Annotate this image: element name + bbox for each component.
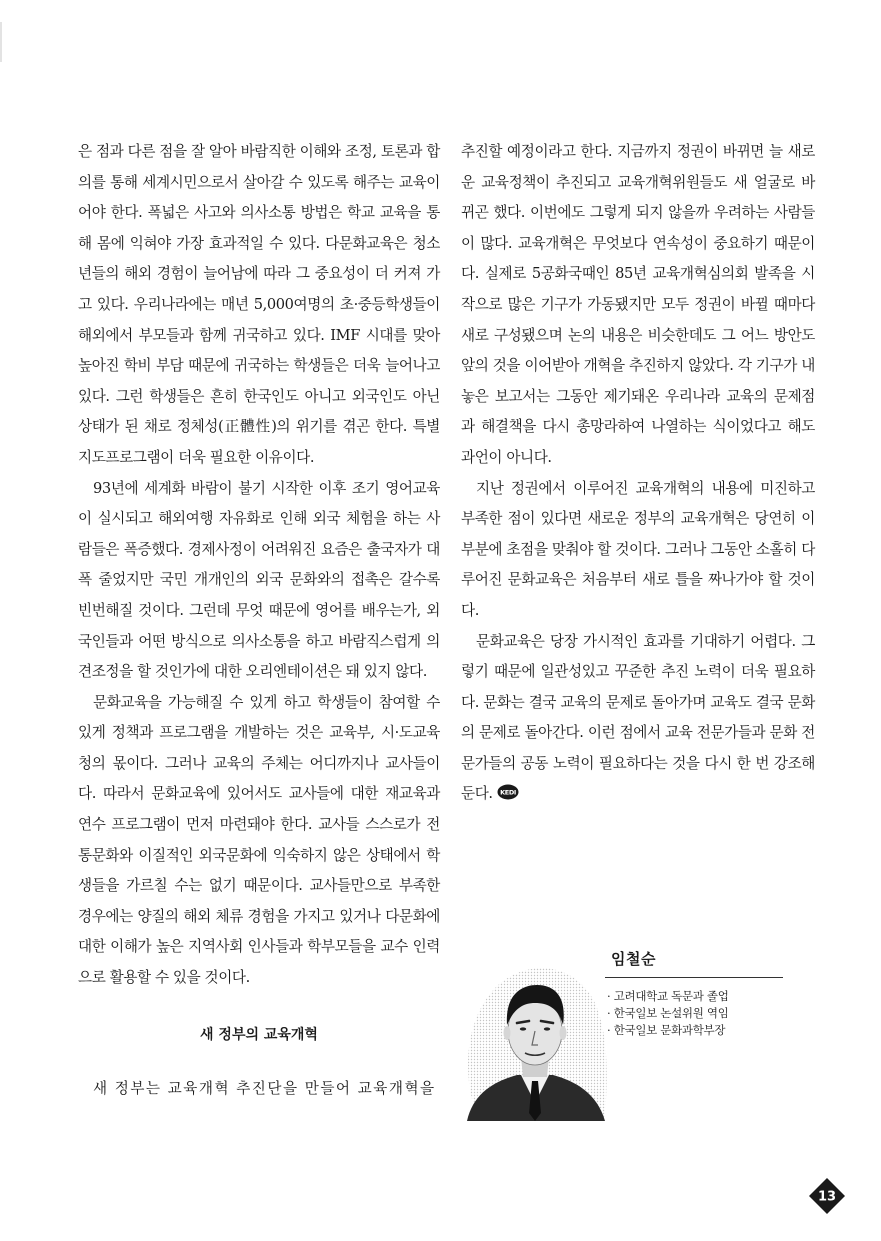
author-credentials bbox=[605, 988, 783, 1039]
article-right-column bbox=[461, 137, 815, 810]
end-mark-text: KEDI bbox=[499, 789, 516, 798]
page-number-badge bbox=[808, 1177, 846, 1215]
author-photo bbox=[455, 953, 613, 1123]
paragraph: 새 정부는 교육개혁 추진단을 만들어 교육개혁을 bbox=[93, 1080, 436, 1098]
paragraph-text: 문화교육은 당장 가시적인 효과를 기대하기 어렵다. 그렇기 때문에 일관성있고 꾸준한 추진 노력이 더욱 필요하다. 문화는 결국 교육의 문제로 돌아가며 교육도 결국 문화의 문제로 돌아간다. 이런 점에서 교육 전문가들과 문화 전문가들의 공동 노력이 필요하다는 것을 다시 한 번 강조해 둔다. bbox=[461, 632, 815, 803]
kedi-logo-icon bbox=[497, 784, 519, 800]
author-profile bbox=[605, 948, 783, 1039]
article-left-column bbox=[78, 137, 440, 1105]
author-name: 임철순 bbox=[605, 948, 783, 978]
paragraph bbox=[461, 627, 815, 811]
credential-item: · 고려대학교 독문과 졸업 bbox=[607, 988, 783, 1005]
paragraph: 은 점과 다른 점을 잘 알아 바람직한 이해와 조정, 토론과 합의를 통해 세계시민으로서 살아갈 수 있도록 해주는 교육이어야 한다. 폭넓은 사고와 의사소통 방법은 학교 교육을 통해 몸에 익혀야 가장 효과적일 수 있다. 다문화교육은 청소년들의 해외 경험이 늘어남에 따라 그 중요성이 더 커져 가고 있다. 우리나라에는 매년 5,000여명의 초·중등학생들이 해외에서 부모들과 함께 귀국하고 있다. IMF 시대를 맞아 높아진 학비 부담 때문에 귀국하는 학생들은 더욱 늘어나고 있다. 그런 학생들은 흔히 한국인도 아니고 외국인도 아닌 상태가 된 채로 정체성(正體性)의 위기를 겪곤 한다. 특별 지도프로그램이 더욱 필요한 이유이다. bbox=[78, 143, 440, 466]
page-number: 13 bbox=[817, 1189, 837, 1205]
paragraph: 93년에 세계화 바람이 불기 시작한 이후 조기 영어교육이 실시되고 해외여행 자유화로 인해 외국 체험을 하는 사람들은 폭증했다. 경제사정이 어려워진 요즘은 출국자가 대폭 줄었지만 국민 개개인의 외국 문화와의 접촉은 갈수록 빈번해질 것이다. 그런데 무엇 때문에 영어를 배우는가, 외국인들과 어떤 방식으로 의사소통을 하고 바람직스럽게 의견조정을 할 것인가에 대한 오리엔테이션은 돼 있지 않다. bbox=[78, 479, 440, 681]
paragraph: 추진할 예정이라고 한다. 지금까지 정권이 바뀌면 늘 새로운 교육정책이 추진되고 교육개혁위원들도 새 얼굴로 바뀌곤 했다. 이번에도 그렇게 되지 않을까 우려하는 사람들이 많다. 교육개혁은 무엇보다 연속성이 중요하기 때문이다. 실제로 5공화국때인 85년 교육개혁심의회 발족을 시작으로 많은 기구가 가동됐지만 모두 정권이 바뀔 때마다 새로 구성됐으며 논의 내용은 비슷한데도 그 어느 방안도 앞의 것을 이어받아 개혁을 추진하지 않았다. 각 기구가 내놓은 보고서는 그동안 제기돼온 우리나라 교육의 문제점과 해결책을 다시 총망라하여 나열하는 식이었다고 해도 과언이 아니다. bbox=[461, 143, 815, 466]
credential-item: · 한국일보 문화과학부장 bbox=[607, 1022, 783, 1039]
section-heading: 새 정부의 교육개혁 bbox=[200, 1026, 318, 1043]
margin-mark bbox=[0, 22, 2, 62]
paragraph: 지난 정권에서 이루어진 교육개혁의 내용에 미진하고 부족한 점이 있다면 새로운 정부의 교육개혁은 당연히 이 부분에 초점을 맞춰야 할 것이다. 그러나 그동안 소홀히 다루어진 문화교육은 처음부터 새로 틀을 짜나가야 할 것이다. bbox=[461, 479, 815, 619]
paragraph: 문화교육을 가능해질 수 있게 하고 학생들이 참여할 수 있게 정책과 프로그램을 개발하는 것은 교육부, 시·도교육청의 몫이다. 그러나 교육의 주체는 어디까지나 교사들이다. 따라서 문화교육에 있어서도 교사들에 대한 재교육과 연수 프로그램이 먼저 마련돼야 한다. 교사들 스스로가 전통문화와 이질적인 외국문화에 익숙하지 않은 상태에서 학생들을 가르칠 수는 없기 때문이다. 교사들만으로 부족한 경우에는 양질의 해외 체류 경험을 가지고 있거나 다문화에 대한 이해가 높은 지역사회 인사들과 학부모들을 교수 인력으로 활용할 수 있을 것이다. bbox=[78, 693, 440, 987]
credential-item: · 한국일보 논설위원 역임 bbox=[607, 1005, 783, 1022]
